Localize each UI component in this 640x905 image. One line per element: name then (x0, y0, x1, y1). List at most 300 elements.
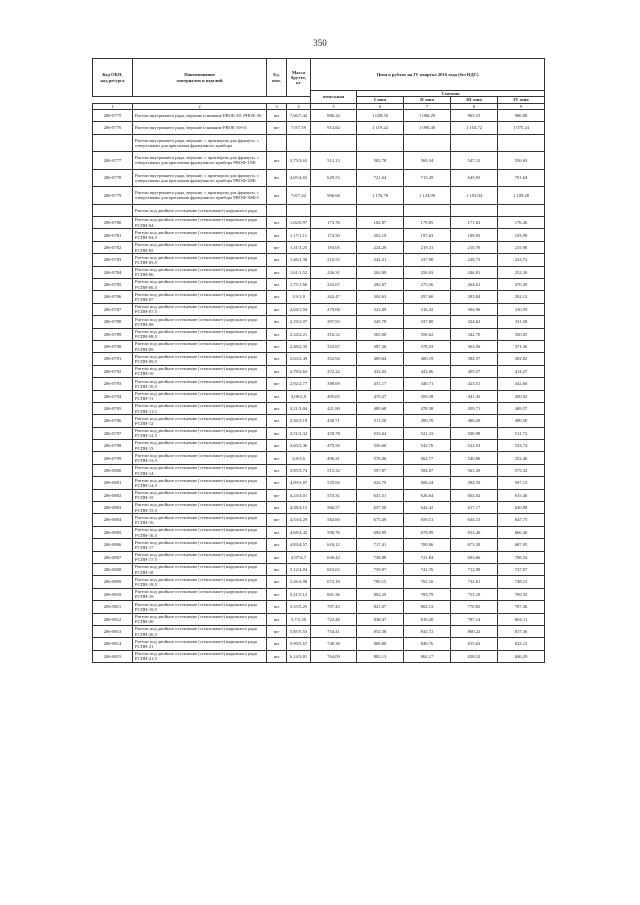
colnum: 8 (451, 103, 498, 109)
cell-p7: 659,51 (404, 514, 451, 526)
cell-p6: 576,06 (357, 452, 404, 464)
cell-p7: 356,62 (404, 328, 451, 340)
cell-code: 206-0781 (93, 229, 133, 241)
cell-p5: 636,42 (311, 551, 357, 563)
cell-p8 (451, 134, 498, 152)
cell-p5: 496,31 (311, 452, 357, 464)
cell-p7: 626,64 (404, 489, 451, 501)
table-row (93, 152, 545, 170)
cell-code: 206-0791 (93, 353, 133, 365)
cell-name: Ригели внутреннего ряда, верхние, с притвором для фрамуги, с отверстиями для крепления фрамужного прибора РВОФ-20Ф (133, 169, 267, 187)
cell-code: 206-0787 (93, 303, 133, 315)
cell-p8: 800,22 (451, 625, 498, 637)
cell-code: 206-0778 (93, 169, 133, 187)
cell-unit: шт (267, 489, 287, 501)
cell-p8: 547,12 (451, 152, 498, 170)
cell-p5: 996,68 (311, 187, 357, 205)
cell-unit: шт (267, 291, 287, 303)
cell-mass: 4,83/4,57 (287, 539, 311, 551)
cell-p5: 479,56 (311, 440, 357, 452)
cell-p7: 678,99 (404, 526, 451, 538)
cell-name: Ригели под двойное остекление (стеклопакет) наружного ряда РСПН-10 (133, 365, 267, 377)
colnum: 3 (267, 103, 287, 109)
cell-unit: шт (267, 415, 287, 427)
cell-p8: 693,66 (451, 551, 498, 563)
cell-p8: 787,14 (451, 613, 498, 625)
cell-p5: 243,07 (311, 279, 357, 291)
page-number: 350 (313, 38, 327, 48)
cell-name: Ригели под двойное остекление (стеклопакет) наружного ряда РСПН-16 (133, 514, 267, 526)
cell-p7: 721,84 (404, 551, 451, 563)
cell-p9: 701,64 (498, 169, 545, 187)
table-row (93, 134, 545, 152)
cell-p6: 657,58 (357, 502, 404, 514)
cell-p9: 490,50 (498, 415, 545, 427)
cell-mass: 2,48/2,35 (287, 340, 311, 352)
cell-mass: 5,41/5,12 (287, 588, 311, 600)
cell-p5: 173,76 (311, 217, 357, 229)
cell-p6: 322,89 (357, 303, 404, 315)
header-mass: Масса брутто, кг (287, 59, 311, 97)
cell-code: 206-0776 (93, 122, 133, 134)
cell-p5: 440,71 (311, 415, 357, 427)
cell-mass: 2,78/2,63 (287, 365, 311, 377)
cell-mass: 3,21/3,04 (287, 402, 311, 414)
cell-mass: 5,99/5,67 (287, 638, 311, 650)
cell-p9: 533,74 (498, 440, 545, 452)
table-row (93, 464, 545, 476)
cell-mass: 3,75/3,63 (287, 152, 311, 170)
cell-code: 206-0775 (93, 109, 133, 121)
table-row (93, 551, 545, 563)
cell-code: 206-0795 (93, 402, 133, 414)
cell-name: Ригели под двойное остекление (стеклопакет) наружного ряда РСПН-18,5 (133, 576, 267, 588)
cell-p9: 1 075,24 (498, 122, 545, 134)
cell-name: Ригели под двойное остекление (стеклопакет) наружного ряда РСПН-08 (133, 316, 267, 328)
cell-p7: 543,76 (404, 440, 451, 452)
cell-p9: 414,27 (498, 365, 545, 377)
cell-p7: 1 124,99 (404, 187, 451, 205)
table-row (93, 440, 545, 452)
cell-p8: 480,20 (451, 415, 498, 427)
cell-p6: 451,17 (357, 378, 404, 390)
table-row (93, 279, 545, 291)
cell-mass: 1,75/1,66 (287, 279, 311, 291)
cell-p6: 838,47 (357, 613, 404, 625)
cell-p5: 734,41 (311, 625, 357, 637)
cell-p7 (404, 134, 451, 152)
cell-p7: 562,77 (404, 452, 451, 464)
cell-p9 (498, 204, 545, 216)
cell-p7: 741,76 (404, 564, 451, 576)
cell-p8: 753,19 (451, 588, 498, 600)
cell-p7: 400,19 (404, 353, 451, 365)
colnum: 1 (93, 103, 133, 109)
cell-p6 (357, 204, 404, 216)
cell-p7: 478,38 (404, 402, 451, 414)
cell-code: 206-0780 (93, 217, 133, 229)
cell-unit: шт (267, 109, 287, 121)
cell-p9 (498, 134, 545, 152)
cell-code: 206-0801 (93, 477, 133, 489)
cell-unit: шт (267, 254, 287, 266)
cell-code: 206-0807 (93, 551, 133, 563)
cell-unit: шт (267, 464, 287, 476)
cell-mass: 3,8/3,6 (287, 452, 311, 464)
cell-p9: 647,73 (498, 514, 545, 526)
cell-name: Ригели под двойное остекление (стеклопакет) наружного ряда РСПН-16,5 (133, 526, 267, 538)
table-row (93, 291, 545, 303)
cell-p6: 409,64 (357, 353, 404, 365)
cell-p6: 717,41 (357, 539, 404, 551)
cell-p8: 522,53 (451, 440, 498, 452)
cell-unit: шт (267, 551, 287, 563)
header-name: Наименование материалов и изделий (133, 59, 267, 97)
cell-mass: 5,7/5,39 (287, 613, 311, 625)
cell-p5: 748,36 (311, 638, 357, 650)
cell-p6: 470,27 (357, 390, 404, 402)
cell-mass: 4,68/4,42 (287, 526, 311, 538)
cell-p9: 469,57 (498, 402, 545, 414)
cell-p6: 533,64 (357, 427, 404, 439)
cell-code: 206-0784 (93, 266, 133, 278)
cell-name: Ригели под двойное остекление (стеклопакет) наружного ряда РСПН-04,5 (133, 229, 267, 241)
cell-name: Ригели под двойное остекление (стеклопакет) наружного ряда РСПН-04 (133, 217, 267, 229)
cell-p8: 732,61 (451, 576, 498, 588)
table-row (93, 588, 545, 600)
cell-p6: 1 176,78 (357, 187, 404, 205)
cell-p9: 450,92 (498, 390, 545, 402)
cell-mass: 5,12/4,84 (287, 564, 311, 576)
cell-p8: 770,82 (451, 601, 498, 613)
cell-code: 206-0783 (93, 254, 133, 266)
cell-mass: 1,9/1,8 (287, 291, 311, 303)
cell-p7: 819,20 (404, 613, 451, 625)
colnum: 9 (498, 103, 545, 109)
cell-p5: 352,94 (311, 353, 357, 365)
cell-code: 206-0785 (93, 279, 133, 291)
table-row (93, 122, 545, 134)
cell-unit: шт (267, 625, 287, 637)
cell-name: Ригели под двойное остекление (стеклопакет) наружного ряда РСПН-07 (133, 291, 267, 303)
cell-code: 206-0815 (93, 650, 133, 662)
cell-p8: 828,52 (451, 650, 498, 662)
cell-code: 206-0812 (93, 613, 133, 625)
cell-name: Ригели под двойное остекление (стеклопакет) наружного ряда РСПН-05,5 (133, 254, 267, 266)
cell-p8: 210,76 (451, 241, 498, 253)
cell-p8: 1 103,94 (451, 187, 498, 205)
cell-p6: 882,13 (357, 650, 404, 662)
cell-mass: 1,31/1,25 (287, 241, 311, 253)
table-row (93, 378, 545, 390)
table-row (93, 187, 545, 205)
cell-p5: 405,05 (311, 390, 357, 402)
cell-code: 206-0797 (93, 427, 133, 439)
table-row (93, 489, 545, 501)
price-table (92, 58, 545, 663)
table-row (93, 254, 545, 266)
table-row (93, 241, 545, 253)
cell-code (93, 134, 133, 152)
cell-name: Ригели под двойное остекление (стеклопакет) наружного ряда РСПН-21,5 (133, 650, 267, 662)
cell-p7: 275,56 (404, 279, 451, 291)
cell-p9: 193,99 (498, 229, 545, 241)
cell-code: 206-0788 (93, 316, 133, 328)
cell-p7: 1 068,29 (404, 109, 451, 121)
cell-p6: 262,89 (357, 266, 404, 278)
cell-code: 206-0782 (93, 241, 133, 253)
cell-mass: 3,65/3,46 (287, 440, 311, 452)
table-row (93, 328, 545, 340)
cell-p5: 914,82 (311, 122, 357, 134)
cell-unit: шт (267, 601, 287, 613)
header-code: Код ОКП, код ресурса (93, 59, 133, 97)
cell-name: Ригели под двойное остекление (стеклопакет) наружного ряда РСПН-06,5 (133, 279, 267, 291)
cell-mass: 3,36/3,18 (287, 415, 311, 427)
cell-p5: 535,92 (311, 477, 357, 489)
cell-p8: 540,80 (451, 452, 498, 464)
cell-p9: 769,35 (498, 588, 545, 600)
table-body (93, 109, 545, 662)
table-row (93, 427, 545, 439)
header-price-group: Цена в рублях на IV квартал 2016 года (без НДС) (311, 59, 545, 91)
cell-mass: 5,85/5,53 (287, 625, 311, 637)
cell-mass: 5,26/4,98 (287, 576, 311, 588)
cell-code: 206-0779 (93, 187, 133, 205)
cell-code: 206-0790 (93, 340, 133, 352)
cell-p6: 182,87 (357, 217, 404, 229)
cell-p7: 762,16 (404, 576, 451, 588)
cell-p7: 297,60 (404, 291, 451, 303)
table-row (93, 109, 545, 121)
cell-p8 (451, 204, 498, 216)
cell-mass: 4,05/4,65 (287, 169, 311, 187)
header-zone-3: III зона (451, 97, 498, 103)
cell-p8: 673,39 (451, 539, 498, 551)
cell-p6: 852,38 (357, 625, 404, 637)
cell-p8: 171,63 (451, 217, 498, 229)
cell-p5: 262,47 (311, 291, 357, 303)
cell-p9: 630,98 (498, 502, 545, 514)
cell-name: Ригели под двойное остекление (стеклопакет) наружного ряда РСПН-14,5 (133, 477, 267, 489)
cell-p7: 848,76 (404, 638, 451, 650)
cell-p5: 618,12 (311, 539, 357, 551)
cell-p9: 552,40 (498, 452, 545, 464)
cell-p5: 653,63 (311, 564, 357, 576)
cell-p9: 708,54 (498, 551, 545, 563)
cell-name: Ригели под двойное остекление (стеклопакет) наружного ряда РСПН-12 (133, 415, 267, 427)
cell-p6: 202,19 (357, 229, 404, 241)
cell-unit: шт (267, 328, 287, 340)
table-row (93, 526, 545, 538)
cell-p6: 511,50 (357, 415, 404, 427)
cell-p8: 617,17 (451, 502, 498, 514)
cell-p5: 691,36 (311, 588, 357, 600)
cell-p5: 598,76 (311, 526, 357, 538)
cell-p5: 515,32 (311, 464, 357, 476)
cell-unit (267, 134, 287, 152)
cell-p5: 886,32 (311, 109, 357, 121)
colnum: 5 (311, 103, 357, 109)
cell-p5: 297,93 (311, 316, 357, 328)
cell-p9: 432,60 (498, 378, 545, 390)
cell-p5: 553,31 (311, 489, 357, 501)
cell-p7: 422,06 (404, 365, 451, 377)
cell-p5: 672,18 (311, 576, 357, 588)
cell-name: Ригели внутреннего ряда, верхние, с притвором для фрамуги, с отверстиями для крепления фрамужного прибора РВОФ-30Ф/1 (133, 187, 267, 205)
cell-p8: 712,99 (451, 564, 498, 576)
cell-unit: шт (267, 169, 287, 187)
cell-p9: 597,13 (498, 477, 545, 489)
cell-unit: шт (267, 402, 287, 414)
table-row (93, 402, 545, 414)
cell-code: 206-0811 (93, 601, 133, 613)
cell-p6: 759,97 (357, 564, 404, 576)
cell-mass: 7,9/7,59 (287, 122, 311, 134)
cell-unit: шт (267, 390, 287, 402)
cell-name: Ригели под двойное остекление (стеклопакет) наружного ряда РСПН-21 (133, 638, 267, 650)
cell-p8: 441,45 (451, 390, 498, 402)
cell-p5: 388,69 (311, 378, 357, 390)
cell-code: 206-0798 (93, 440, 133, 452)
table-row (93, 514, 545, 526)
cell-p7: 832,72 (404, 625, 451, 637)
cell-p9: 615,40 (498, 489, 545, 501)
cell-name: Ригели внутреннего ряда, верхние, с притвором для фрамуги, с отверстиями для крепления фрамужного прибора РВОФ-15Ф (133, 152, 267, 170)
cell-name: Ригели под двойное остекление (стеклопакет) наружного ряда РСПН-05 (133, 241, 267, 253)
cell-p8: 561,29 (451, 464, 498, 476)
cell-p9: 331,58 (498, 316, 545, 328)
table-row (93, 638, 545, 650)
cell-p6: 556,60 (357, 440, 404, 452)
table-row (93, 340, 545, 352)
cell-p8: 228,73 (451, 254, 498, 266)
cell-name: Ригели под двойное остекление (стеклопакет) наружного ряда РСПН-08,5 (133, 328, 267, 340)
cell-p6: 868,80 (357, 638, 404, 650)
cell-unit: шт (267, 613, 287, 625)
cell-p6: 738,88 (357, 551, 404, 563)
table-row (93, 266, 545, 278)
cell-p5: 174,50 (311, 229, 357, 241)
cell-p8: 652,40 (451, 526, 498, 538)
cell-p7: 1 090,40 (404, 122, 451, 134)
cell-p6: 622,79 (357, 477, 404, 489)
cell-p5: 316,52 (311, 328, 357, 340)
cell-name: Ригели под двойное остекление (стеклопакет) наружного ряда РСПН-09 (133, 340, 267, 352)
cell-unit: шт (267, 427, 287, 439)
cell-unit: шт (267, 217, 287, 229)
cell-name: Ригели под двойное остекление (стеклопакет) наружного ряда РСПН-19 (133, 588, 267, 600)
cell-p8: 246,81 (451, 266, 498, 278)
colnum: 2 (133, 103, 267, 109)
cell-p7: 499,70 (404, 415, 451, 427)
cell-unit: шт (267, 440, 287, 452)
cell-mass: 4,09/3,87 (287, 477, 311, 489)
cell-unit: шт (267, 502, 287, 514)
cell-unit: шт (267, 279, 287, 291)
cell-unit: шт (267, 378, 287, 390)
cell-code: 206-0794 (93, 390, 133, 402)
cell-name: Ригели внутреннего ряда, верхние и нижние РВОЕ-30-01 (133, 122, 267, 134)
cell-p5: 764,09 (311, 650, 357, 662)
cell-p7: 378,33 (404, 340, 451, 352)
cell-mass (287, 134, 311, 152)
cell-name: Ригели под двойное остекление (стеклопакет) наружного ряда РСПН-19,5 (133, 601, 267, 613)
cell-p7: 197,63 (404, 229, 451, 241)
cell-p7: 521,33 (404, 427, 451, 439)
table-row (93, 217, 545, 229)
cell-p6: 780,15 (357, 576, 404, 588)
cell-name: Ригели под двойное остекление (стеклопакет) наружного ряда РСПН-17,5 (133, 551, 267, 563)
table-row (93, 650, 545, 662)
cell-p5 (311, 134, 357, 152)
cell-mass: 3,95/3,73 (287, 464, 311, 476)
cell-name: Ригели под двойное остекление (стеклопакет) наружного ряда РСПН-07,5 (133, 303, 267, 315)
cell-code: 206-0803 (93, 502, 133, 514)
cell-p6: 242,21 (357, 254, 404, 266)
cell-p9: 727,97 (498, 564, 545, 576)
cell-p9: 292,12 (498, 291, 545, 303)
table-row (93, 502, 545, 514)
cell-p9: 748,12 (498, 576, 545, 588)
cell-mass: 1,46/1,38 (287, 254, 311, 266)
cell-code: 206-0799 (93, 452, 133, 464)
cell-p8: 634,15 (451, 514, 498, 526)
table-row (93, 564, 545, 576)
cell-code: 206-0808 (93, 564, 133, 576)
cell-mass: 4,24/4,01 (287, 489, 311, 501)
cell-mass: 3,06/2,9 (287, 390, 311, 402)
cell-unit: шт (267, 588, 287, 600)
cell-p7: 459,38 (404, 390, 451, 402)
cell-p8: 645,93 (451, 169, 498, 187)
cell-unit: шт (267, 452, 287, 464)
cell-mass: 1,61/1,52 (287, 266, 311, 278)
cell-p7: 569,34 (404, 152, 451, 170)
cell-p5: 629,53 (311, 169, 357, 187)
cell-name: Ригели под двойное остекление (стеклопакет) наружного ряда РСПН-18 (133, 564, 267, 576)
cell-unit: шт (267, 365, 287, 377)
cell-p5: 279,06 (311, 303, 357, 315)
cell-p7 (404, 204, 451, 216)
table-row (93, 169, 545, 187)
cell-p5: 210,55 (311, 254, 357, 266)
cell-mass: 2,34/2,21 (287, 328, 311, 340)
cell-mass: 6,14/5,81 (287, 650, 311, 662)
cell-unit: шт (267, 316, 287, 328)
cell-p5: 421,90 (311, 402, 357, 414)
cell-p9: 1 109,28 (498, 187, 545, 205)
cell-unit: шт (267, 187, 287, 205)
cell-p9: 817,36 (498, 625, 545, 637)
cell-name: Ригели под двойное остекление (стеклопакет) наружного ряда РСПН-13 (133, 440, 267, 452)
cell-p9: 233,72 (498, 254, 545, 266)
cell-name: Ригели под двойное остекление (стеклопакет) наружного ряда РСПН-15,5 (133, 502, 267, 514)
colnum: 7 (404, 103, 451, 109)
cell-p6: 802,29 (357, 588, 404, 600)
cell-name: Ригели под двойное остекление (стеклопакет) наружного ряда РСПН-17 (133, 539, 267, 551)
cell-p7: 440,71 (404, 378, 451, 390)
cell-p9: 270,49 (498, 279, 545, 291)
cell-code: 206-0806 (93, 539, 133, 551)
cell-p8: 500,98 (451, 427, 498, 439)
cell-p5 (311, 204, 357, 216)
cell-p6: 1 028,50 (357, 109, 404, 121)
cell-code: 206-0796 (93, 415, 133, 427)
cell-p6: 304,63 (357, 291, 404, 303)
cell-p9: 666,40 (498, 526, 545, 538)
cell-mass: 7,8/7,42 (287, 187, 311, 205)
